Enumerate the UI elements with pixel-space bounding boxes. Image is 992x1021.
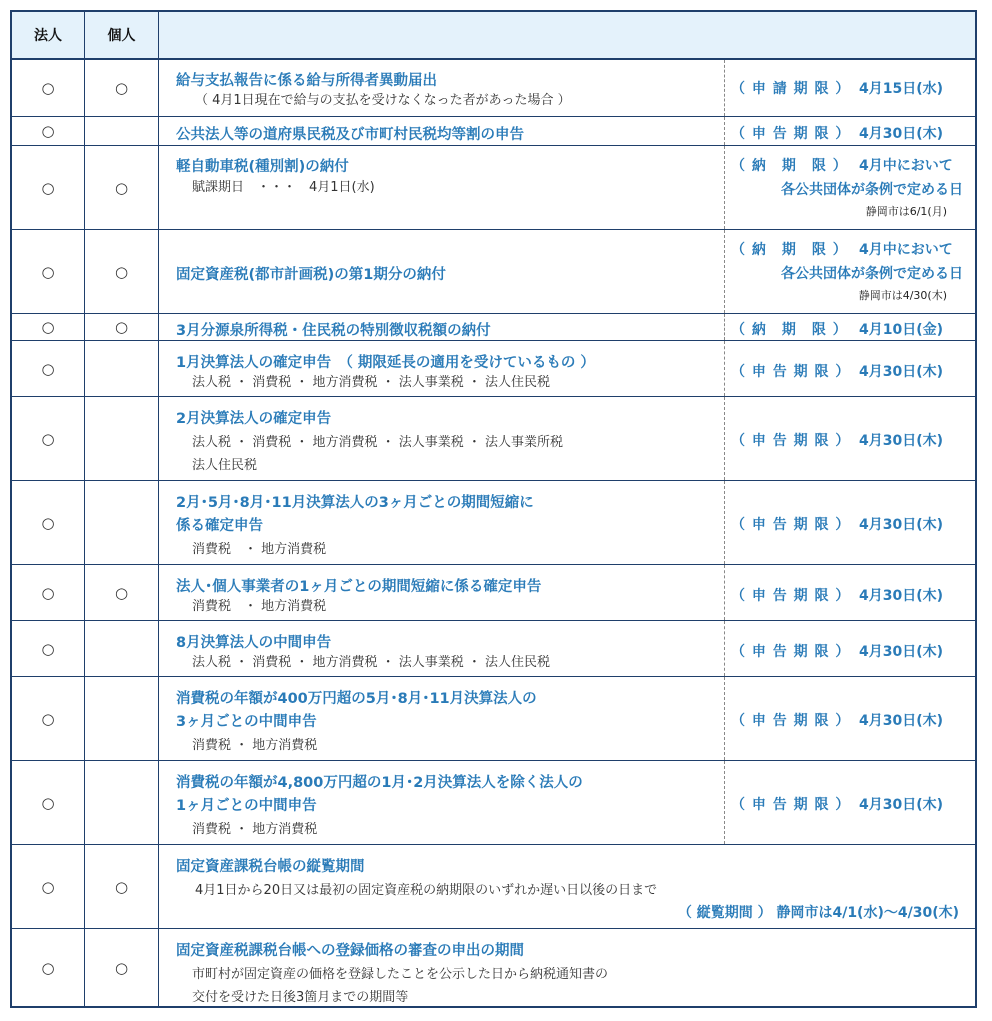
row-title: 8月決算法人の中間申告 — [176, 635, 332, 651]
deadline-note: 静岡市は6/1(月) — [865, 205, 947, 218]
row-title: 固定資産税(都市計画税)の第1期分の納付 — [176, 267, 446, 283]
row-title: 法人･個人事業者の1ヶ月ごとの期間短縮に係る確定申告 — [176, 579, 542, 595]
row-sub: （ 4月1日現在で給与の支払を受けなくなった者があった場合 ） — [195, 93, 571, 108]
row-sub: 交付を受けた日後3箇月までの期間等 — [192, 990, 409, 1005]
check-mark: ○ — [41, 877, 55, 896]
check-mark: ○ — [114, 583, 129, 602]
row-title-cont: 係る確定申告 — [176, 518, 263, 534]
row-title: 2月･5月･8月･11月決算法人の3ヶ月ごとの期間短縮に — [176, 495, 534, 511]
table-row — [12, 564, 975, 620]
check-mark: ○ — [114, 79, 129, 97]
check-mark: ○ — [41, 793, 55, 812]
header-individual: 個人 — [107, 28, 136, 44]
deadline-label: （ 申 告 期 限 ） — [731, 364, 851, 380]
deadline-date: 4月中において — [859, 242, 953, 258]
row-title-cont: 1ヶ月ごとの中間申告 — [176, 798, 317, 814]
deadline-detail: 各公共団体が条例で定める日 — [781, 266, 963, 282]
row-sub: 消費税 ・ 地方消費税 — [192, 542, 327, 557]
table-row — [12, 928, 975, 1006]
deadline-detail: 各公共団体が条例で定める日 — [781, 182, 963, 198]
check-mark: ○ — [41, 178, 55, 197]
row-title: 2月決算法人の確定申告 — [176, 411, 332, 427]
check-mark: ○ — [41, 262, 55, 281]
inspection-period: （ 縦覧期間 ） 静岡市は4/1(水)～4/30(木) — [677, 905, 959, 921]
check-mark: ○ — [41, 513, 55, 532]
deadline-date: 4月30日(木) — [859, 644, 944, 660]
table-row — [12, 760, 975, 844]
table-row — [12, 340, 975, 396]
deadline-label: （ 申 請 期 限 ） — [731, 81, 851, 97]
deadline-label: （ 申 告 期 限 ） — [731, 588, 851, 604]
deadline-date: 4月中において — [859, 158, 953, 174]
check-mark: ○ — [41, 429, 55, 448]
table-row — [12, 844, 975, 928]
row-title: 1月決算法人の確定申告 （ 期限延長の適用を受けているもの ） — [176, 355, 595, 371]
check-mark: ○ — [114, 318, 129, 336]
deadline-label: （ 申 告 期 限 ） — [731, 797, 851, 813]
check-mark: ○ — [114, 178, 129, 197]
tax-schedule-table — [10, 10, 977, 1008]
deadline-label: （ 申 告 期 限 ） — [731, 713, 851, 729]
check-mark: ○ — [41, 639, 55, 658]
row-title-cont: 3ヶ月ごとの中間申告 — [176, 714, 317, 730]
table-row — [12, 480, 975, 564]
table-row — [12, 676, 975, 760]
table-row — [12, 229, 975, 313]
row-sub: 法人税 ・ 消費税 ・ 地方消費税 ・ 法人事業税 ・ 法人住民税 — [192, 375, 551, 390]
deadline-label: （ 納 期 限 ） — [731, 242, 848, 258]
row-title: 固定資産課税台帳の縦覧期間 — [176, 859, 365, 875]
deadline-date: 4月30日(木) — [859, 588, 944, 604]
deadline-date: 4月30日(木) — [859, 713, 944, 729]
deadline-label: （ 申 告 期 限 ） — [731, 433, 851, 449]
check-mark: ○ — [41, 709, 55, 728]
row-title: 3月分源泉所得税・住民税の特別徴収税額の納付 — [176, 323, 491, 339]
check-mark: ○ — [114, 262, 129, 281]
check-mark: ○ — [114, 958, 129, 977]
deadline-label: （ 納 期 限 ） — [731, 158, 848, 174]
row-sub: 法人住民税 — [192, 458, 258, 473]
table-header — [12, 12, 975, 60]
check-mark: ○ — [41, 79, 55, 97]
row-sub: 消費税 ・ 地方消費税 — [192, 822, 318, 837]
check-mark: ○ — [41, 583, 55, 602]
deadline-label: （ 申 告 期 限 ） — [731, 517, 851, 533]
check-mark: ○ — [41, 359, 55, 378]
table-row — [12, 60, 975, 116]
table-row — [12, 116, 975, 145]
deadline-label: （ 申 告 期 限 ） — [731, 126, 851, 142]
row-sub: 消費税 ・ 地方消費税 — [192, 599, 327, 614]
row-sub: 法人税 ・ 消費税 ・ 地方消費税 ・ 法人事業税 ・ 法人事業所税 — [192, 435, 564, 450]
deadline-date: 4月30日(木) — [859, 364, 944, 380]
deadline-date: 4月30日(木) — [859, 517, 944, 533]
check-mark: ○ — [41, 122, 55, 140]
deadline-label: （ 納 期 限 ） — [731, 322, 848, 338]
row-sub: 消費税 ・ 地方消費税 — [192, 738, 318, 753]
deadline-date: 4月30日(木) — [859, 797, 944, 813]
check-mark: ○ — [41, 318, 55, 336]
deadline-label: （ 申 告 期 限 ） — [731, 644, 851, 660]
row-title: 軽自動車税(種別割)の納付 — [176, 159, 349, 175]
row-sub: 賦課期日 ・・・ 4月1日(水) — [192, 180, 375, 195]
row-sub: 法人税 ・ 消費税 ・ 地方消費税 ・ 法人事業税 ・ 法人住民税 — [192, 655, 551, 670]
check-mark: ○ — [41, 958, 55, 977]
deadline-date: 4月30日(木) — [859, 126, 944, 142]
check-mark: ○ — [114, 877, 129, 896]
row-title: 消費税の年額が400万円超の5月･8月･11月決算法人の — [176, 691, 537, 707]
row-title: 公共法人等の道府県民税及び市町村民税均等割の申告 — [176, 127, 524, 143]
deadline-note: 静岡市は4/30(木) — [858, 289, 947, 302]
table-row — [12, 145, 975, 229]
row-sub: 市町村が固定資産の価格を登録したことを公示した日から納税通知書の — [192, 967, 609, 982]
row-sub: 4月1日から20日又は最初の固定資産税の納期限のいずれか遅い日以後の日まで — [195, 883, 658, 898]
header-corporate: 法人 — [34, 28, 62, 44]
table-row — [12, 620, 975, 676]
row-title: 消費税の年額が4,800万円超の1月･2月決算法人を除く法人の — [176, 775, 583, 791]
deadline-date: 4月15日(水) — [859, 81, 944, 97]
row-title: 給与支払報告に係る給与所得者異動届出 — [176, 73, 437, 89]
row-title: 固定資産税課税台帳への登録価格の審査の申出の期間 — [176, 943, 524, 959]
table-row — [12, 396, 975, 480]
deadline-date: 4月30日(木) — [859, 433, 944, 449]
deadline-date: 4月10日(金) — [859, 322, 944, 338]
table-row — [12, 313, 975, 340]
